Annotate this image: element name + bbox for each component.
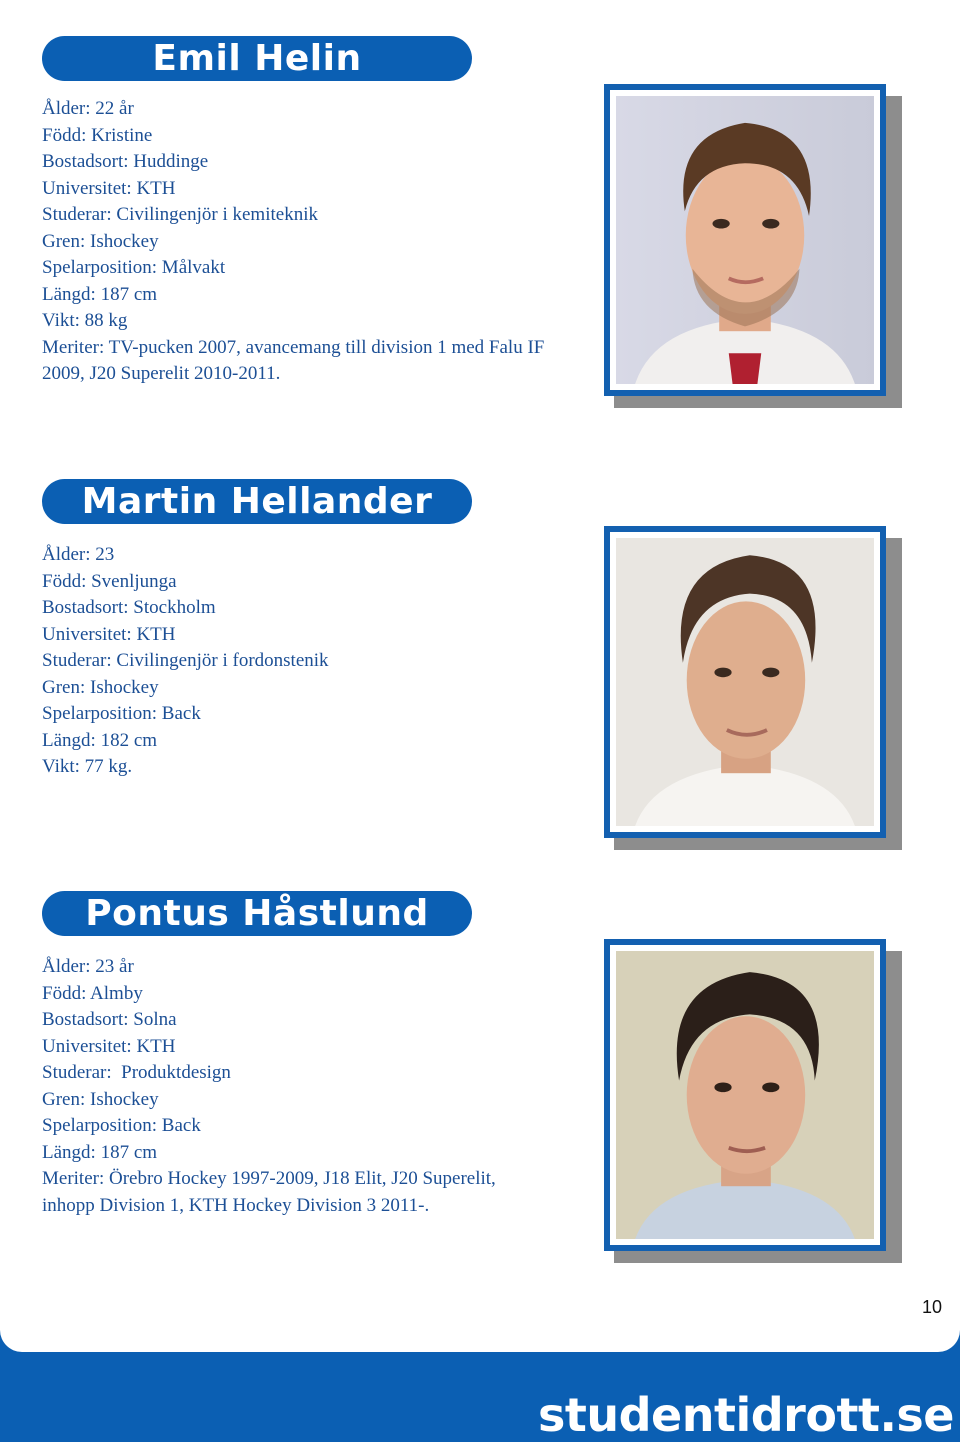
info-born: Född: Almby xyxy=(42,982,143,1004)
info-weight: Vikt: 77 kg. xyxy=(42,756,133,777)
info-position: Spelarposition: Back xyxy=(42,703,201,724)
profile-info xyxy=(42,96,602,388)
info-age: Ålder: 23 xyxy=(42,544,115,565)
info-sport: Gren: Ishockey xyxy=(42,676,159,698)
player-portrait-image xyxy=(616,538,874,826)
info-merits: Meriter: Örebro Hockey 1997-2009, J18 Elit, J20 Superelit, inhopp Division 1, KTH Hockey Division 3 2011-. xyxy=(42,1168,496,1216)
info-born: Född: Svenljunga xyxy=(42,570,177,592)
name-banner: Martin Hellander xyxy=(42,479,472,524)
page-number: 10 xyxy=(921,1297,942,1317)
info-studies: Studerar: Produktdesign xyxy=(42,1062,231,1083)
info-university: Universitet: KTH xyxy=(42,177,176,199)
info-height: Längd: 182 cm xyxy=(42,729,158,751)
info-age: Ålder: 22 år xyxy=(42,98,134,119)
info-height: Längd: 187 cm xyxy=(42,283,158,305)
info-merits: Meriter: TV-pucken 2007, avancemang till division 1 med Falu IF 2009, J20 Superelit 2010-2011. xyxy=(42,336,545,384)
info-weight: Vikt: 88 kg xyxy=(42,310,128,331)
player-portrait-image xyxy=(616,96,874,384)
info-residence: Bostadsort: Huddinge xyxy=(42,151,209,172)
name-banner: Emil Helin xyxy=(42,36,472,81)
profile-info xyxy=(42,542,602,781)
info-residence: Bostadsort: Stockholm xyxy=(42,597,216,618)
info-university: Universitet: KTH xyxy=(42,1035,176,1057)
info-position: Spelarposition: Back xyxy=(42,1115,201,1136)
profile-info xyxy=(42,954,602,1219)
player-photo xyxy=(604,84,886,396)
info-sport: Gren: Ishockey xyxy=(42,230,159,252)
player-photo xyxy=(604,526,886,838)
info-height: Längd: 187 cm xyxy=(42,1141,158,1163)
info-studies: Studerar: Civilingenjör i fordonstenik xyxy=(42,650,329,671)
name-banner: Pontus Håstlund xyxy=(42,891,472,936)
info-age: Ålder: 23 år xyxy=(42,956,134,977)
player-photo xyxy=(604,939,886,1251)
info-position: Spelarposition: Målvakt xyxy=(42,257,226,278)
info-residence: Bostadsort: Solna xyxy=(42,1009,177,1030)
info-born: Född: Kristine xyxy=(42,124,153,146)
footer-brand-logo: studentidrott.se xyxy=(538,1388,954,1442)
player-portrait-image xyxy=(616,951,874,1239)
info-sport: Gren: Ishockey xyxy=(42,1088,159,1110)
info-studies: Studerar: Civilingenjör i kemiteknik xyxy=(42,204,318,225)
info-university: Universitet: KTH xyxy=(42,623,176,645)
